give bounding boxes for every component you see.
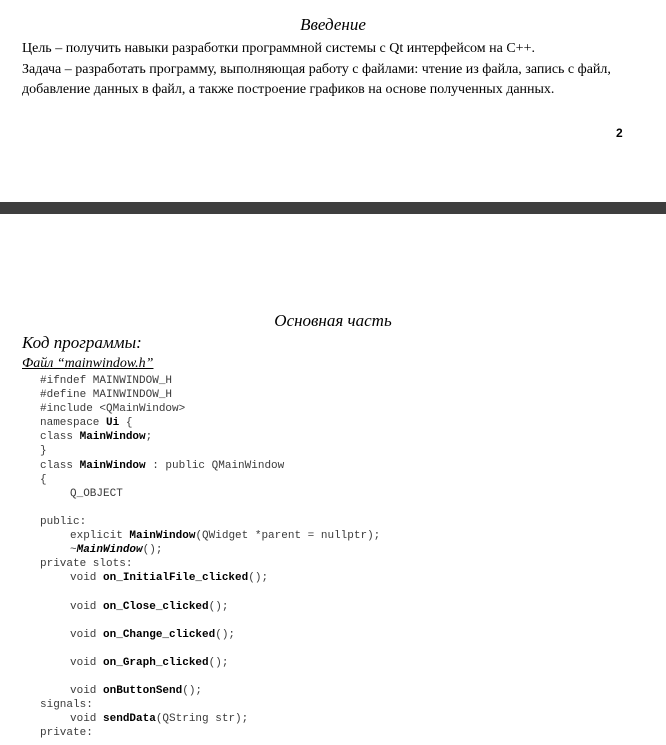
- code-line: signals:: [40, 699, 93, 712]
- page-number: 2: [616, 126, 623, 140]
- code-blank-line: [40, 614, 380, 628]
- code-line: void on_Graph_clicked();: [70, 656, 229, 669]
- code-line: }: [40, 445, 47, 458]
- code-line: void onButtonSend();: [70, 685, 203, 698]
- page-2: [0, 214, 666, 745]
- task-paragraph: Задача – разработать программу, выполняющая работу с файлами: чтение из файла, запись с файл, добавление данных в файл, а также построение графиков на основе полученных данных.: [22, 62, 611, 97]
- page-separator: [0, 202, 666, 214]
- goal-paragraph: Цель – получить навыки разработки программной системы с Qt интерфейсом на С++.: [22, 41, 535, 56]
- section-title-introduction: Введение: [300, 15, 366, 34]
- file-title: Файл “mainwindow.h”: [22, 356, 154, 371]
- code-line: void on_InitialFile_clicked();: [70, 572, 269, 585]
- code-line: void on_Change_clicked();: [70, 628, 236, 641]
- code-line: class MainWindow : public QMainWindow: [40, 459, 285, 472]
- page-1: [0, 0, 666, 202]
- code-line: void on_Close_clicked();: [70, 600, 229, 613]
- code-blank-line: [40, 501, 380, 515]
- code-blank-line: [40, 642, 380, 656]
- code-line: class MainWindow;: [40, 431, 153, 444]
- code-blank-line: [40, 585, 380, 599]
- code-line: explicit MainWindow(QWidget *parent = nullptr);: [70, 530, 381, 543]
- code-line: ~MainWindow();: [70, 544, 163, 557]
- code-blank-line: [40, 670, 380, 684]
- code-line: #include <QMainWindow>: [40, 403, 186, 416]
- code-line: Q_OBJECT: [70, 487, 123, 500]
- code-line: #ifndef MAINWINDOW_H: [40, 375, 173, 387]
- code-line: public:: [40, 515, 87, 528]
- code-line: private:: [40, 727, 93, 740]
- code-heading: Код программы:: [22, 333, 142, 352]
- code-line: {: [40, 473, 47, 486]
- code-block: [40, 374, 380, 740]
- code-line: namespace Ui {: [40, 417, 133, 430]
- code-line: void sendData(QString str);: [70, 713, 249, 726]
- code-line: private slots:: [40, 558, 133, 571]
- code-line: #define MAINWINDOW_H: [40, 389, 173, 402]
- section-title-main: Основная часть: [274, 311, 392, 330]
